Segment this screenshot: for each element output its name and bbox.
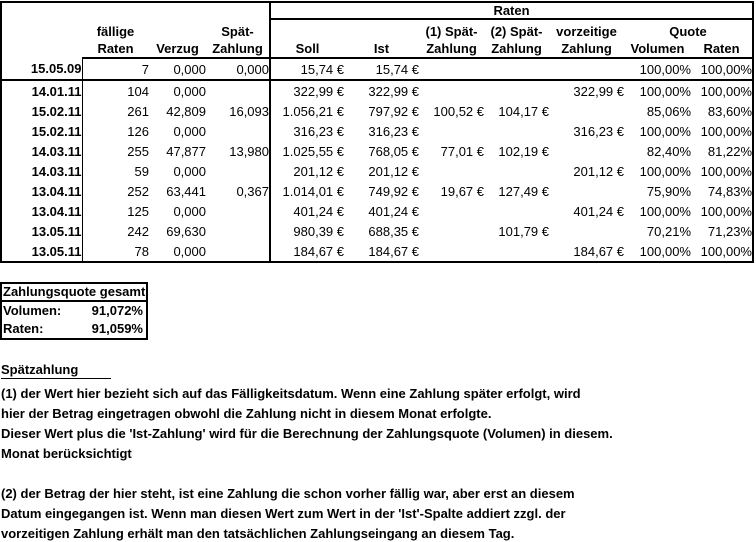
table-cell (206, 121, 270, 141)
col-header-spaet: Spät- (221, 24, 254, 39)
table-cell (484, 241, 549, 262)
table-cell: 201,12 € (368, 163, 419, 179)
table-cell (419, 80, 484, 101)
table-cell: 47,877 (166, 143, 206, 159)
table-cell: 1.025,55 € (270, 141, 344, 161)
table-cell (484, 80, 549, 101)
table-cell: 71,23% (707, 223, 752, 239)
col-header-verzug: Verzug (149, 39, 206, 58)
table-cell: 252 (127, 183, 149, 199)
table-cell: 127,49 € (498, 183, 549, 199)
table-cell: 401,24 € (368, 203, 419, 219)
table-cell: 768,05 € (368, 143, 419, 159)
col-header-zahlung: Zahlung (206, 39, 270, 58)
table-cell: 1.056,21 € (270, 101, 344, 121)
payment-table-body (1, 58, 753, 262)
header-row-2 (1, 39, 753, 58)
summary-row-raten (2, 320, 146, 338)
table-cell: 0,000 (149, 58, 206, 80)
table-cell: 126 (127, 123, 149, 139)
table-cell (419, 201, 484, 221)
col-header-soll: Soll (270, 39, 344, 58)
table-cell (484, 201, 549, 221)
summary-title: Zahlungsquote gesamt (2, 284, 146, 302)
table-cell: 104,17 € (498, 103, 549, 119)
note-paragraph-2 (1, 484, 575, 542)
col-header-spaet2: (2) Spät- (490, 24, 543, 39)
summary-value: 91,059% (91, 321, 143, 336)
table-cell (484, 121, 549, 141)
summary-label: Volumen: (3, 303, 62, 318)
table-cell: 69,630 (166, 223, 206, 239)
table-cell: 101,79 € (498, 223, 549, 239)
table-cell: 322,99 € (368, 83, 419, 99)
note-line: (2) der Betrag der hier steht, ist eine Zahlung die schon vorher fällig war, aber erst an diesem (1, 486, 575, 501)
table-cell (549, 101, 624, 121)
col-header-empty (344, 19, 419, 39)
date-cell: 13.04.11 (1, 181, 82, 201)
table-cell: 184,67 € (270, 241, 344, 262)
table-cell: 0,000 (173, 83, 206, 99)
table-row (1, 221, 753, 241)
table-cell (549, 141, 624, 161)
table-cell: 7 (82, 58, 149, 80)
table-cell: 322,99 € (270, 80, 344, 101)
col-header-volumen: Volumen (624, 39, 691, 58)
table-cell: 85,06% (646, 103, 691, 119)
date-cell: 13.05.11 (1, 241, 82, 262)
table-cell: 75,90% (646, 183, 691, 199)
table-title-row (1, 2, 753, 19)
table-cell: 74,83% (707, 183, 752, 199)
col-header-zahlung2: Zahlung (484, 39, 549, 58)
table-cell: 242 (127, 223, 149, 239)
note-line: (1) der Wert hier bezieht sich auf das Fälligkeitsdatum. Wenn eine Zahlung später erfolgt, wird (1, 386, 581, 401)
header-cell-empty (1, 39, 82, 58)
date-cell: 14.03.11 (1, 141, 82, 161)
table-row (1, 101, 753, 121)
date-cell: 13.05.11 (1, 221, 82, 241)
note-line: Monat berücksichtigt (1, 446, 132, 461)
table-cell: 15,74 € (344, 58, 419, 80)
table-cell: 980,39 € (270, 221, 344, 241)
col-header-empty (149, 19, 206, 39)
table-cell: 100,00% (639, 83, 691, 99)
table-cell: 100,00% (700, 203, 752, 219)
table-cell (484, 161, 549, 181)
table-cell: 104 (127, 83, 149, 99)
table-cell: 100,00% (700, 123, 752, 139)
table-cell: 13,980 (229, 143, 269, 159)
table-corner (1, 2, 270, 19)
col-header-faellige: fällige (96, 24, 135, 39)
note-line: hier der Betrag eingetragen obwohl die Zahlung nicht in diesem Monat erfolgte. (1, 406, 492, 421)
col-header-vorzeitige: vorzeitige (556, 24, 617, 39)
table-cell: 0,000 (206, 58, 270, 80)
col-header-zahlung3: Zahlung (549, 39, 624, 58)
table-cell (549, 58, 624, 80)
table-cell: 0,000 (173, 243, 206, 259)
table-cell: 59 (134, 163, 149, 179)
table-cell (206, 221, 270, 241)
note-paragraph-1 (1, 384, 613, 464)
table-cell: 0,000 (173, 123, 206, 139)
date-cell: 14.03.11 (1, 161, 82, 181)
table-cell: 316,23 € (573, 123, 624, 139)
table-cell: 688,35 € (368, 223, 419, 239)
col-header-ist: Ist (344, 39, 419, 58)
table-row (1, 181, 753, 201)
table-row (1, 121, 753, 141)
table-cell (206, 80, 270, 101)
table-cell: 255 (127, 143, 149, 159)
summary-box (0, 282, 148, 340)
date-cell: 15.02.11 (1, 101, 82, 121)
table-row (1, 80, 753, 101)
table-cell: 100,00% (639, 123, 691, 139)
table-cell (419, 121, 484, 141)
table-cell (419, 58, 484, 80)
table-cell: 100,00% (639, 203, 691, 219)
header-cell-empty (1, 19, 82, 39)
table-cell: 63,441 (166, 183, 206, 199)
note-line: Dieser Wert plus die 'Ist-Zahlung' wird für die Berechnung der Zahlungsquote (Volumen) in diesem. (1, 426, 613, 441)
table-cell (549, 181, 624, 201)
table-cell (419, 241, 484, 262)
date-cell: 13.04.11 (1, 201, 82, 221)
table-cell: 184,67 € (573, 243, 624, 259)
table-cell: 316,23 € (368, 123, 419, 139)
table-cell: 201,12 € (573, 163, 624, 179)
table-cell: 797,92 € (368, 103, 419, 119)
table-cell: 81,22% (707, 143, 752, 159)
table-cell (206, 161, 270, 181)
table-cell: 261 (127, 103, 149, 119)
raten-group-header: Raten (270, 2, 753, 19)
table-cell: 401,24 € (270, 201, 344, 221)
table-cell: 82,40% (646, 143, 691, 159)
notes-heading: Spätzahlung (1, 362, 111, 379)
table-cell (206, 201, 270, 221)
payment-table (0, 1, 754, 263)
table-cell: 1.014,01 € (270, 181, 344, 201)
table-cell (419, 221, 484, 241)
table-cell: 125 (127, 203, 149, 219)
table-cell: 70,21% (646, 223, 691, 239)
table-cell: 78 (134, 243, 149, 259)
table-cell: 0,000 (173, 203, 206, 219)
table-row (1, 141, 753, 161)
table-cell: 100,00% (624, 58, 691, 80)
table-cell: 83,60% (707, 103, 752, 119)
table-cell: 100,00% (700, 243, 752, 259)
col-header-quote: Quote (669, 24, 707, 39)
table-row (1, 241, 753, 262)
table-cell (419, 161, 484, 181)
table-cell: 0,000 (173, 163, 206, 179)
table-cell: 16,093 (229, 103, 269, 119)
summary-row-volumen (2, 302, 146, 320)
summary-value: 91,072% (91, 303, 143, 318)
col-header-empty (270, 19, 344, 39)
table-cell: 322,99 € (573, 83, 624, 99)
table-row (1, 58, 753, 80)
date-cell: 15.02.11 (1, 121, 82, 141)
table-cell: 201,12 € (270, 161, 344, 181)
table-cell: 19,67 € (440, 183, 484, 199)
date-cell: 15.05.09 (1, 58, 82, 80)
header-row-1 (1, 19, 753, 39)
table-cell: 100,00% (691, 58, 753, 80)
table-cell: 100,00% (639, 163, 691, 179)
note-line: Datum eingegangen ist. Wenn man diesen Wert zum Wert in der 'Ist'-Spalte addiert zzgl. der (1, 506, 566, 521)
table-cell: 0,367 (236, 183, 269, 199)
table-cell (549, 221, 624, 241)
table-cell: 184,67 € (368, 243, 419, 259)
table-cell: 100,00% (700, 83, 752, 99)
table-cell: 100,00% (639, 243, 691, 259)
table-cell: 102,19 € (498, 143, 549, 159)
table-cell: 749,92 € (368, 183, 419, 199)
table-cell: 42,809 (166, 103, 206, 119)
table-cell: 15,74 € (270, 58, 344, 80)
table-cell: 77,01 € (440, 143, 484, 159)
table-cell: 401,24 € (573, 203, 624, 219)
note-line: vorzeitigen Zahlung erhält man den tatsächlichen Zahlungseingang an diesem Tag. (1, 526, 515, 541)
col-header-raten2: Raten (691, 39, 753, 58)
summary-label: Raten: (3, 321, 44, 336)
table-cell: 316,23 € (270, 121, 344, 141)
table-cell (484, 58, 549, 80)
col-header-spaet1: (1) Spät- (425, 24, 478, 39)
date-cell: 14.01.11 (1, 80, 82, 101)
table-cell: 100,52 € (433, 103, 484, 119)
col-header-zahlung1: Zahlung (419, 39, 484, 58)
col-header-raten: Raten (82, 39, 149, 58)
table-cell (206, 241, 270, 262)
table-row (1, 201, 753, 221)
table-row (1, 161, 753, 181)
table-cell: 100,00% (700, 163, 752, 179)
